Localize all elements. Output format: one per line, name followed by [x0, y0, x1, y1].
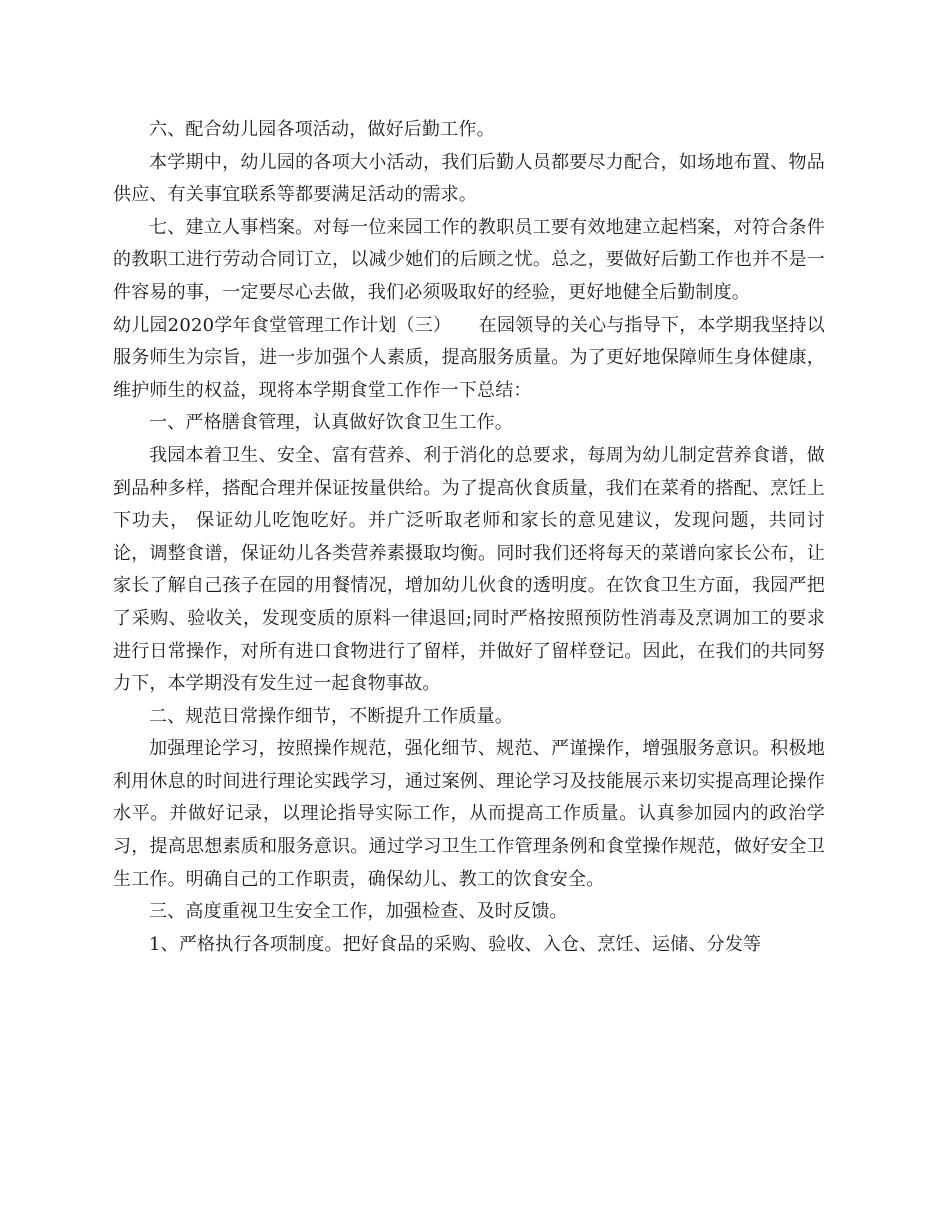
paragraph-rules-enforcement: 1、严格执行各项制度。把好食品的采购、验收、入仓、烹饪、运储、分发等	[149, 933, 762, 955]
paragraph-section-6-heading: 六、配合幼儿园各项活动，做好后勤工作。	[149, 119, 495, 140]
paragraph-activities-support: 本学期中，幼儿园的各项大小活动，我们后勤人员都要尽力配合，如场地布置、物品供应、有关事宜联系等都要满足活动的需求。	[113, 151, 825, 206]
paragraph-canteen-plan-title: 幼儿园2020学年食堂管理工作计划（三） 在园领导的关心与指导下，本学期我坚持以服务师生为宗旨，进一步加强个人素质，提高服务质量。为了更好地保障师生身体健康，维护师生的权益，现将本学期食堂工作作一下总结：	[113, 314, 825, 401]
paragraph-section-3-heading: 三、高度重视卫生安全工作，加强检查、及时反馈。	[149, 901, 568, 923]
paragraph-section-1-heading: 一、严格膳食管理，认真做好饮食卫生工作。	[149, 412, 513, 434]
paragraph-section-7-personnel-files: 七、建立人事档案。对每一位来园工作的教职员工要有效地建立起档案，对符合条件的教职工进行劳动合同订立，以减少她们的后顾之忧。总之，要做好后勤工作也并不是一件容易的事，一定要尽心去做，我们必须吸取好的经验，更好地健全后勤制度。	[113, 216, 825, 303]
paragraph-section-2-heading: 二、规范日常操作细节，不断提升工作质量。	[149, 705, 513, 727]
paragraph-theory-study: 加强理论学习，按照操作规范，强化细节、规范、严谨操作，增强服务意识。积极地利用休息的时间进行理论实践学习，通过案例、理论学习及技能展示来切实提高理论操作水平。并做好记录，以理论指导实际工作，从而提高工作质量。认真参加园内的政治学习，提高思想素质和服务意识。通过学习卫生工作管理条例和食堂操作规范，做好安全卫生工作。明确自己的工作职责，确保幼儿、教工的饮食安全。	[113, 738, 825, 890]
paragraph-meal-management: 我园本着卫生、安全、富有营养、利于消化的总要求，每周为幼儿制定营养食谱，做到品种多样，搭配合理并保证按量供给。为了提高伙食质量，我们在菜肴的搭配、烹饪上下功夫， 保证幼儿吃饱吃好。并广泛听取老师和家长的意见建议，发现问题，共同讨论，调整食谱，保证幼儿各类营养素摄取均衡。同时我们还将每天的菜谱向家长公布，让家长了解自己孩子在园的用餐情况，增加幼儿伙食的透明度。在饮食卫生方面，我园严把了采购、验收关，发现变质的原料一律退回;同时严格按照预防性消毒及烹调加工的要求进行日常操作，对所有进口食物进行了留样，并做好了留样登记。因此，在我们的共同努力下，本学期没有发生过一起食物事故。	[113, 444, 825, 695]
document-body	[113, 114, 825, 961]
